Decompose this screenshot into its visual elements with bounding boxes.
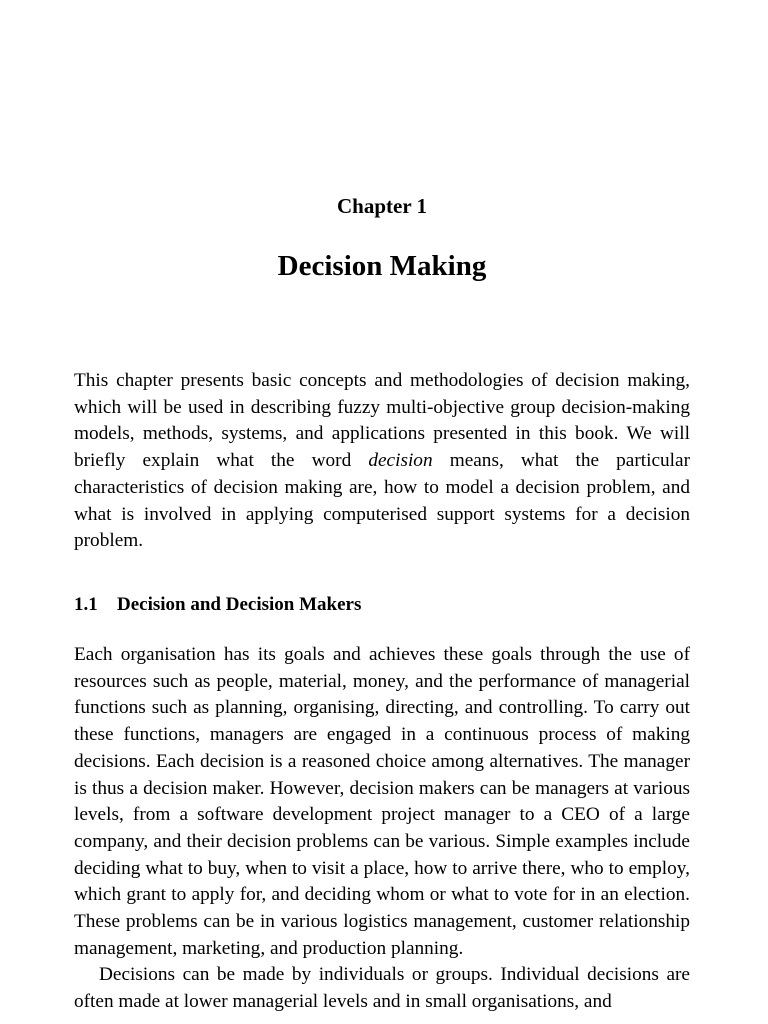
- section-body: [74, 642, 690, 1016]
- body-paragraph: Each organisation has its goals and achieves these goals through the use of resources such as people, material, money, and the performance of managerial functions such as planning, organising, directing, and controlling. To carry out these functions, managers are engaged in a continuous process of making decisions. Each decision is a reasoned choice among alternatives. The manager is thus a decision maker. However, decision makers can be managers at various levels, from a software development project manager to a CEO of a large company, and their decision problems can be various. Simple examples include deciding what to buy, when to visit a place, how to arrive there, who to employ, which grant to apply for, and deciding whom or what to vote for in an election. These problems can be in various logistics management, customer relationship management, marketing, and production planning.: [74, 644, 690, 959]
- section-heading: [74, 594, 361, 616]
- chapter-label: Chapter 1: [336, 194, 428, 218]
- section-title: Decision and Decision Makers: [117, 594, 362, 615]
- abstract-text-end: means, what the particular characteristics of decision making are, how to model a decision problem, and what is involved in applying computerised support systems for a decision problem.: [74, 450, 690, 552]
- body-paragraph: Decisions can be made by individuals or groups. Individual decisions are often made at lower managerial levels and in small organisations, and: [74, 964, 690, 1013]
- section-number: 1.1: [74, 594, 98, 615]
- chapter-title: Decision Making: [277, 250, 487, 282]
- chapter-abstract: [74, 368, 690, 555]
- abstract-emphasis: decision: [368, 450, 433, 472]
- abstract-text-start: This chapter presents basic concepts and methodologies of decision making, which will be used in describing fuzzy multi-objective group decision-making models, methods, systems, and applications presented in this book. We will briefly explain what the word: [74, 370, 690, 472]
